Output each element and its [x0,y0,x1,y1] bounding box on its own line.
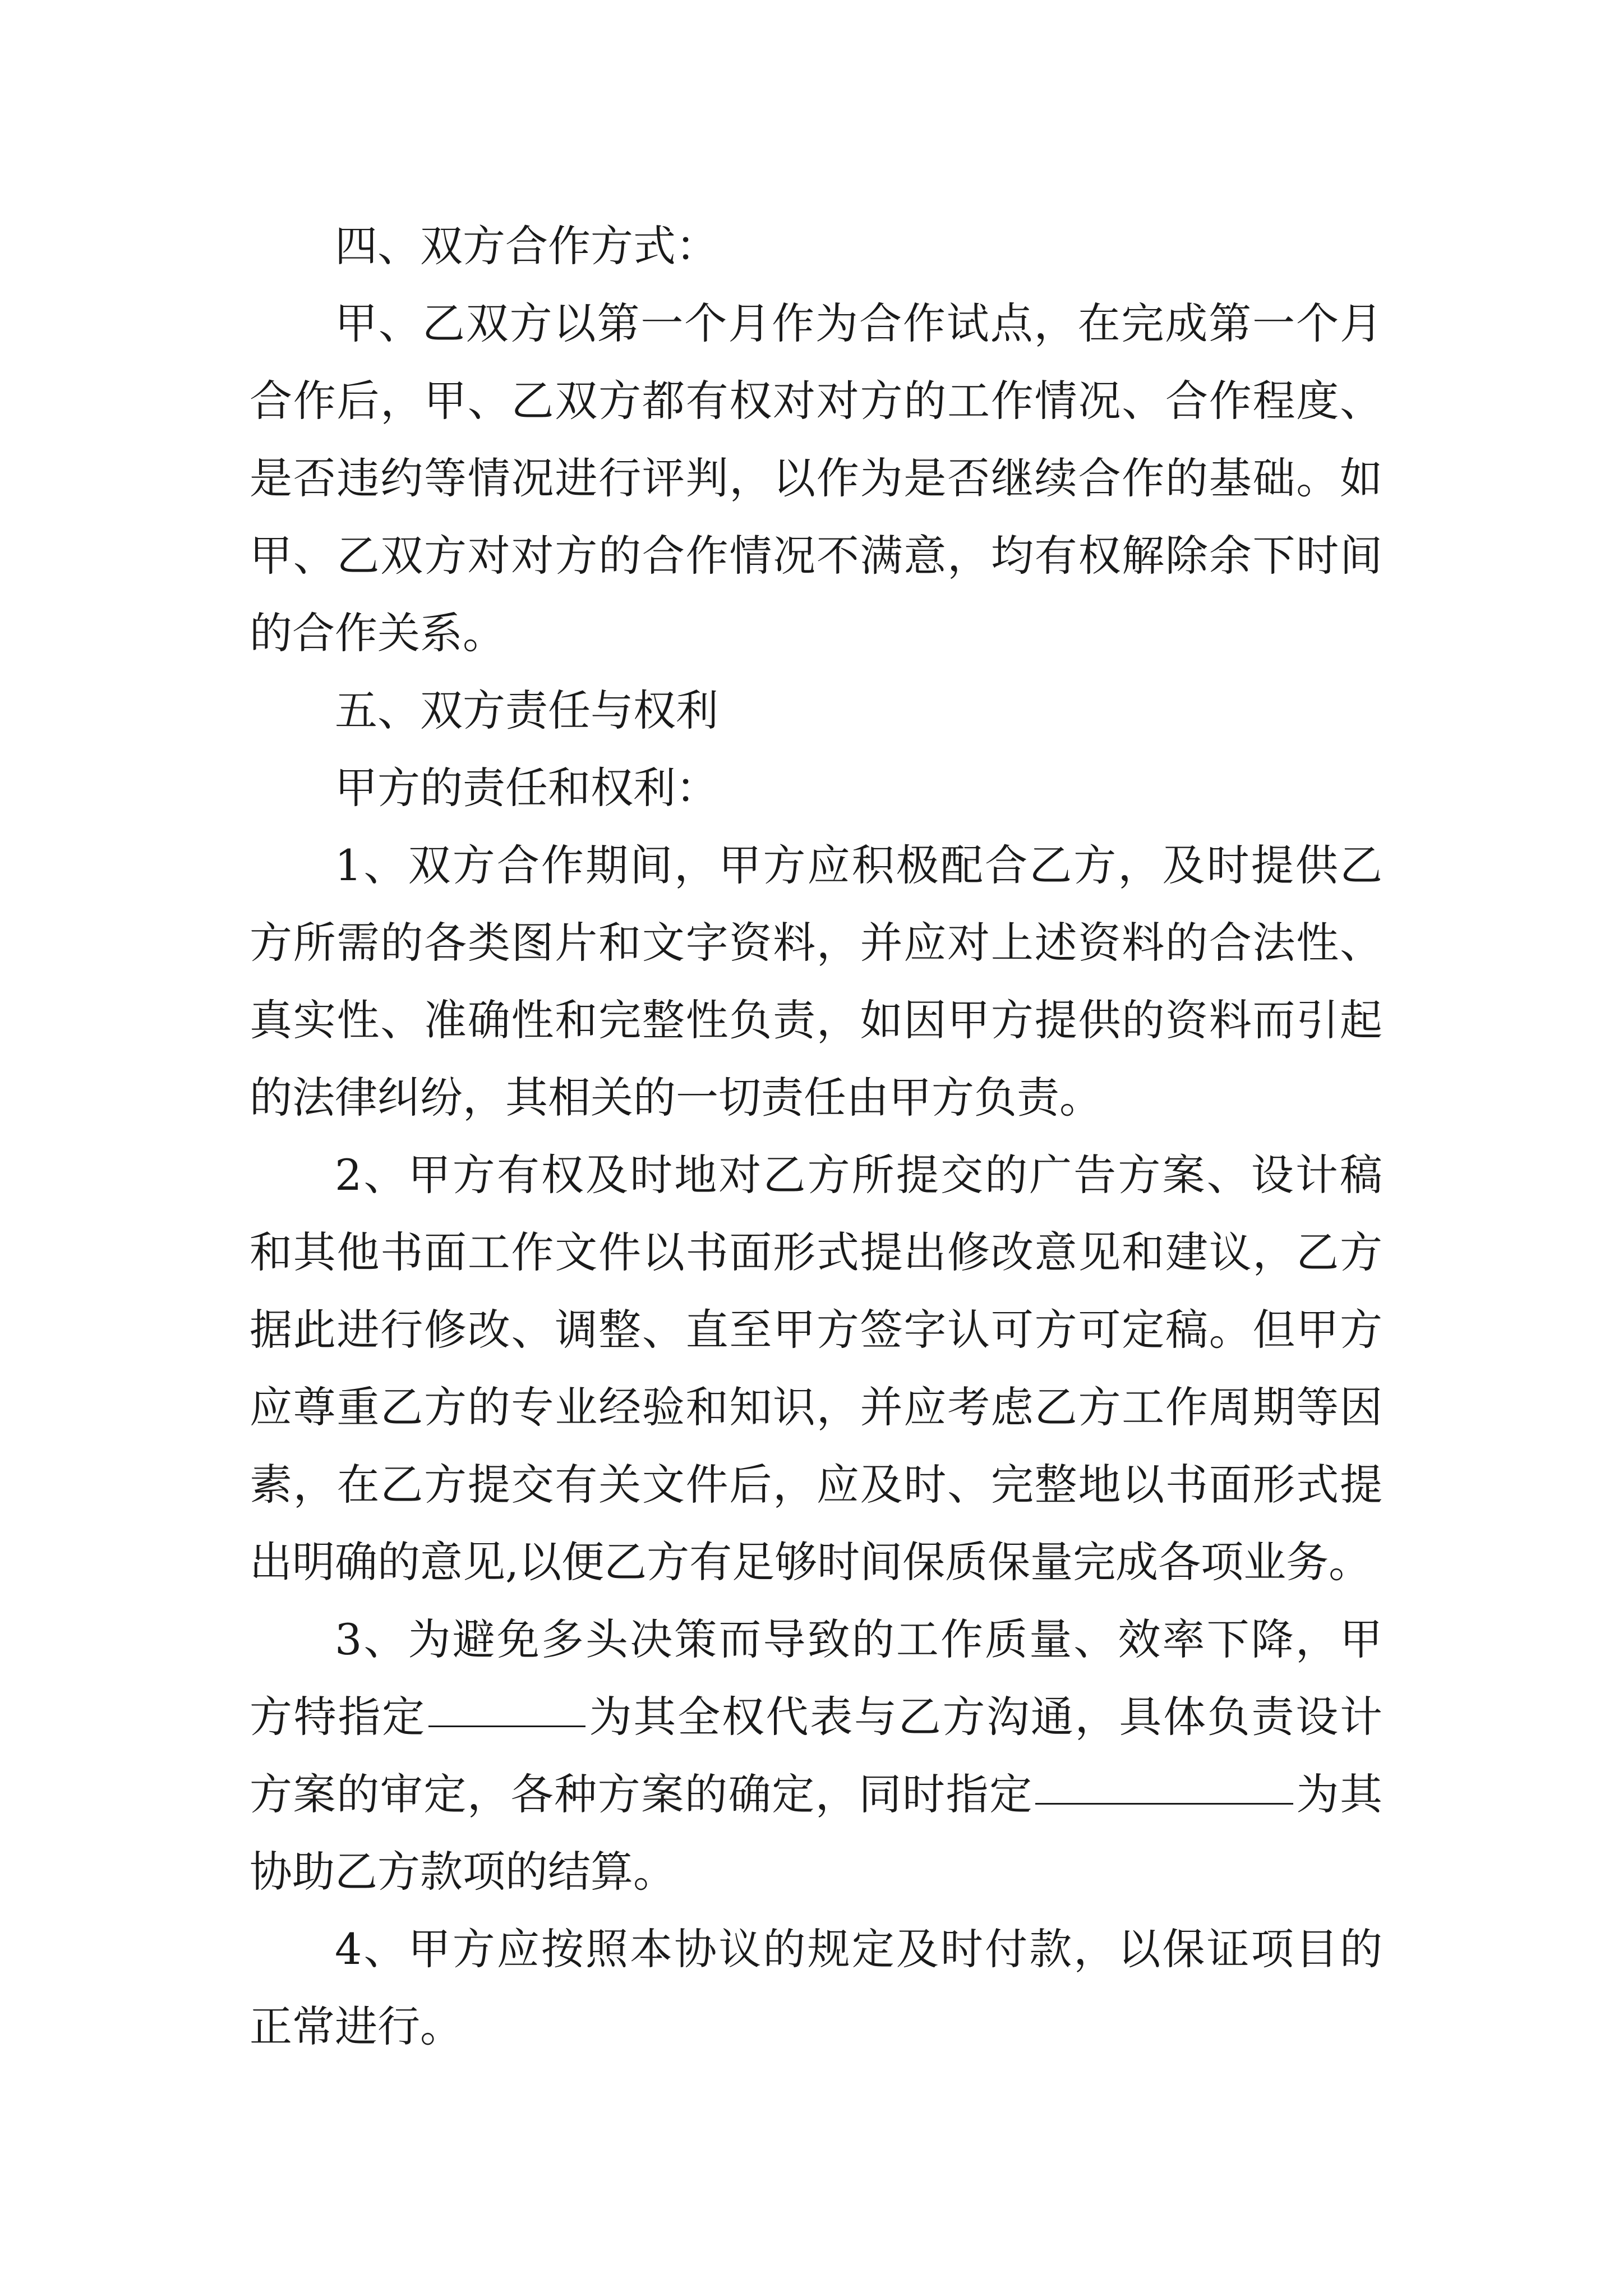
document-body [250,208,1382,2065]
clause-3-part-2: 为其全权代表与乙方沟通，具体负责设计方案的审定，各种方案的确定，同时指定 [250,1692,1383,1819]
clause-1: 1、双方合作期间，甲方应积极配合乙方，及时提供乙方所需的各类图片和文字资料，并应对上述资料的合法性、真实性、准确性和完整性负责，如因甲方提供的资料而引起的法律纠纷，其相关的一切责任由甲方负责。 [250,840,1382,1122]
party-a-heading: 甲方的责任和权利： [335,763,718,813]
clause-3 [250,1601,1382,1911]
settlement-assistant-blank [1035,1759,1293,1805]
clause-2: 2、甲方有权及时地对乙方所提交的广告方案、设计稿和其他书面工作文件以书面形式提出修改意见和建议，乙方据此进行修改、调整、直至甲方签字认可方可定稿。但甲方应尊重乙方的专业经验和知识，并应考虑乙方工作周期等因素，在乙方提交有关文件后，应及时、完整地以书面形式提出明确的意见,以便乙方有足够时间保质保量完成各项业务。 [250,1150,1382,1587]
section-5-heading: 五、双方责任与权利 [335,685,718,735]
representative-blank [428,1682,585,1727]
clause-3-part-3: 为其协助乙方款项的结算。 [250,1769,1383,1897]
clause-4: 4、甲方应按照本协议的规定及时付款，以保证项目的正常进行。 [250,1924,1382,2051]
section-4-heading: 四、双方合作方式： [335,221,718,271]
clause-3-part-1: 3、为避免多头决策而导致的工作质量、效率下降，甲方特指定 [250,1614,1382,1742]
section-4-paragraph: 甲、乙双方以第一个月作为合作试点，在完成第一个月合作后，甲、乙双方都有权对对方的工作情况、合作程度、是否违约等情况进行评判，以作为是否继续合作的基础。如甲、乙双方对对方的合作情况不满意，均有权解除余下时间的合作关系。 [250,298,1382,658]
